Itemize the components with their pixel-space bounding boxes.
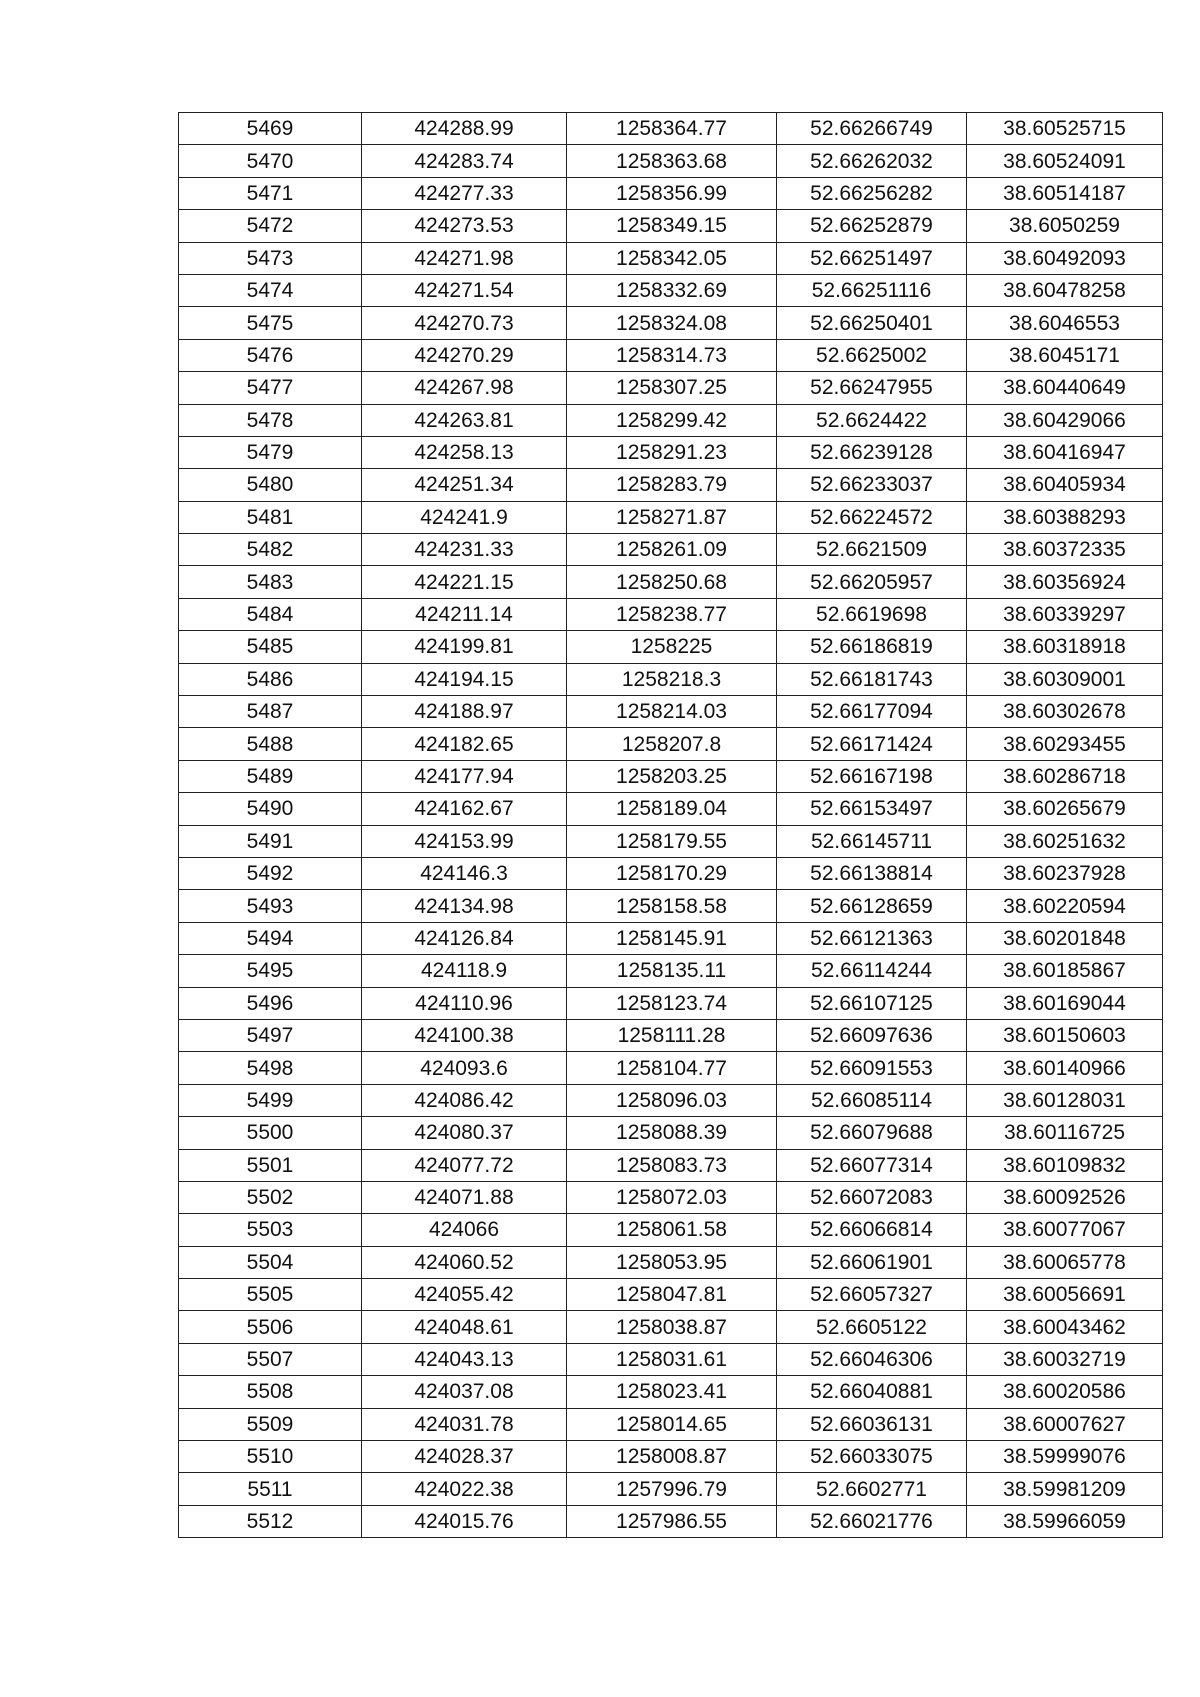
longitude-cell: 38.60318918 (967, 631, 1163, 663)
easting-cell: 424086.42 (362, 1084, 567, 1116)
easting-cell: 424043.13 (362, 1343, 567, 1375)
northing-cell: 1258031.61 (567, 1343, 777, 1375)
northing-cell: 1258299.42 (567, 404, 777, 436)
table-row (179, 501, 1163, 533)
table-row (179, 339, 1163, 371)
northing-cell: 1258072.03 (567, 1181, 777, 1213)
point-number-cell: 5493 (179, 890, 362, 922)
latitude-cell: 52.66121363 (777, 922, 967, 954)
northing-cell: 1258189.04 (567, 793, 777, 825)
coordinates-table-body (179, 113, 1163, 1538)
point-number-cell: 5496 (179, 987, 362, 1019)
point-number-cell: 5503 (179, 1214, 362, 1246)
easting-cell: 424288.99 (362, 113, 567, 145)
table-row (179, 1279, 1163, 1311)
latitude-cell: 52.66057327 (777, 1279, 967, 1311)
point-number-cell: 5508 (179, 1376, 362, 1408)
northing-cell: 1258356.99 (567, 177, 777, 209)
longitude-cell: 38.60388293 (967, 501, 1163, 533)
northing-cell: 1258038.87 (567, 1311, 777, 1343)
northing-cell: 1258088.39 (567, 1117, 777, 1149)
table-row (179, 177, 1163, 209)
longitude-cell: 38.60251632 (967, 825, 1163, 857)
longitude-cell: 38.60524091 (967, 145, 1163, 177)
table-row (179, 534, 1163, 566)
latitude-cell: 52.66046306 (777, 1343, 967, 1375)
point-number-cell: 5476 (179, 339, 362, 371)
longitude-cell: 38.59981209 (967, 1473, 1163, 1505)
table-row (179, 987, 1163, 1019)
point-number-cell: 5509 (179, 1408, 362, 1440)
point-number-cell: 5482 (179, 534, 362, 566)
point-number-cell: 5480 (179, 469, 362, 501)
point-number-cell: 5502 (179, 1181, 362, 1213)
table-row (179, 274, 1163, 306)
point-number-cell: 5488 (179, 728, 362, 760)
point-number-cell: 5486 (179, 663, 362, 695)
easting-cell: 424066 (362, 1214, 567, 1246)
latitude-cell: 52.66171424 (777, 728, 967, 760)
point-number-cell: 5500 (179, 1117, 362, 1149)
point-number-cell: 5487 (179, 696, 362, 728)
easting-cell: 424188.97 (362, 696, 567, 728)
northing-cell: 1258023.41 (567, 1376, 777, 1408)
northing-cell: 1258096.03 (567, 1084, 777, 1116)
latitude-cell: 52.66066814 (777, 1214, 967, 1246)
northing-cell: 1258145.91 (567, 922, 777, 954)
table-row (179, 113, 1163, 145)
latitude-cell: 52.6602771 (777, 1473, 967, 1505)
latitude-cell: 52.66145711 (777, 825, 967, 857)
easting-cell: 424015.76 (362, 1505, 567, 1537)
point-number-cell: 5485 (179, 631, 362, 663)
latitude-cell: 52.66040881 (777, 1376, 967, 1408)
table-row (179, 696, 1163, 728)
point-number-cell: 5491 (179, 825, 362, 857)
latitude-cell: 52.66251116 (777, 274, 967, 306)
easting-cell: 424251.34 (362, 469, 567, 501)
easting-cell: 424162.67 (362, 793, 567, 825)
latitude-cell: 52.66205957 (777, 566, 967, 598)
point-number-cell: 5495 (179, 955, 362, 987)
latitude-cell: 52.66153497 (777, 793, 967, 825)
longitude-cell: 38.60514187 (967, 177, 1163, 209)
northing-cell: 1258363.68 (567, 145, 777, 177)
latitude-cell: 52.6605122 (777, 1311, 967, 1343)
longitude-cell: 38.6050259 (967, 210, 1163, 242)
table-row (179, 1246, 1163, 1278)
northing-cell: 1257986.55 (567, 1505, 777, 1537)
point-number-cell: 5478 (179, 404, 362, 436)
longitude-cell: 38.60116725 (967, 1117, 1163, 1149)
northing-cell: 1257996.79 (567, 1473, 777, 1505)
table-row (179, 307, 1163, 339)
easting-cell: 424037.08 (362, 1376, 567, 1408)
table-row (179, 1117, 1163, 1149)
easting-cell: 424080.37 (362, 1117, 567, 1149)
latitude-cell: 52.66177094 (777, 696, 967, 728)
easting-cell: 424028.37 (362, 1441, 567, 1473)
longitude-cell: 38.60007627 (967, 1408, 1163, 1440)
point-number-cell: 5492 (179, 857, 362, 889)
latitude-cell: 52.66239128 (777, 436, 967, 468)
longitude-cell: 38.60416947 (967, 436, 1163, 468)
easting-cell: 424258.13 (362, 436, 567, 468)
northing-cell: 1258053.95 (567, 1246, 777, 1278)
point-number-cell: 5471 (179, 177, 362, 209)
point-number-cell: 5477 (179, 372, 362, 404)
latitude-cell: 52.66079688 (777, 1117, 967, 1149)
latitude-cell: 52.6624422 (777, 404, 967, 436)
longitude-cell: 38.6046553 (967, 307, 1163, 339)
easting-cell: 424271.98 (362, 242, 567, 274)
latitude-cell: 52.66036131 (777, 1408, 967, 1440)
latitude-cell: 52.66167198 (777, 760, 967, 792)
latitude-cell: 52.66085114 (777, 1084, 967, 1116)
table-row (179, 1214, 1163, 1246)
northing-cell: 1258332.69 (567, 274, 777, 306)
longitude-cell: 38.60077067 (967, 1214, 1163, 1246)
northing-cell: 1258083.73 (567, 1149, 777, 1181)
latitude-cell: 52.66033075 (777, 1441, 967, 1473)
easting-cell: 424110.96 (362, 987, 567, 1019)
northing-cell: 1258061.58 (567, 1214, 777, 1246)
northing-cell: 1258307.25 (567, 372, 777, 404)
table-row (179, 1052, 1163, 1084)
easting-cell: 424134.98 (362, 890, 567, 922)
easting-cell: 424241.9 (362, 501, 567, 533)
longitude-cell: 38.60286718 (967, 760, 1163, 792)
point-number-cell: 5490 (179, 793, 362, 825)
table-row (179, 1473, 1163, 1505)
table-row (179, 760, 1163, 792)
table-row (179, 890, 1163, 922)
latitude-cell: 52.66097636 (777, 1019, 967, 1051)
easting-cell: 424055.42 (362, 1279, 567, 1311)
table-row (179, 793, 1163, 825)
longitude-cell: 38.60065778 (967, 1246, 1163, 1278)
longitude-cell: 38.60429066 (967, 404, 1163, 436)
table-row (179, 1181, 1163, 1213)
easting-cell: 424182.65 (362, 728, 567, 760)
table-row (179, 631, 1163, 663)
longitude-cell: 38.6045171 (967, 339, 1163, 371)
longitude-cell: 38.60128031 (967, 1084, 1163, 1116)
northing-cell: 1258203.25 (567, 760, 777, 792)
easting-cell: 424126.84 (362, 922, 567, 954)
easting-cell: 424031.78 (362, 1408, 567, 1440)
coordinates-table (178, 112, 1163, 1538)
latitude-cell: 52.66250401 (777, 307, 967, 339)
northing-cell: 1258104.77 (567, 1052, 777, 1084)
latitude-cell: 52.66107125 (777, 987, 967, 1019)
point-number-cell: 5505 (179, 1279, 362, 1311)
point-number-cell: 5473 (179, 242, 362, 274)
latitude-cell: 52.66091553 (777, 1052, 967, 1084)
northing-cell: 1258207.8 (567, 728, 777, 760)
latitude-cell: 52.66021776 (777, 1505, 967, 1537)
longitude-cell: 38.60372335 (967, 534, 1163, 566)
easting-cell: 424270.29 (362, 339, 567, 371)
longitude-cell: 38.60032719 (967, 1343, 1163, 1375)
latitude-cell: 52.66077314 (777, 1149, 967, 1181)
easting-cell: 424211.14 (362, 598, 567, 630)
latitude-cell: 52.66256282 (777, 177, 967, 209)
easting-cell: 424048.61 (362, 1311, 567, 1343)
table-row (179, 372, 1163, 404)
easting-cell: 424153.99 (362, 825, 567, 857)
easting-cell: 424263.81 (362, 404, 567, 436)
table-row (179, 242, 1163, 274)
table-row (179, 1505, 1163, 1537)
latitude-cell: 52.6619698 (777, 598, 967, 630)
latitude-cell: 52.66233037 (777, 469, 967, 501)
easting-cell: 424199.81 (362, 631, 567, 663)
northing-cell: 1258324.08 (567, 307, 777, 339)
point-number-cell: 5469 (179, 113, 362, 145)
latitude-cell: 52.66247955 (777, 372, 967, 404)
latitude-cell: 52.6621509 (777, 534, 967, 566)
point-number-cell: 5470 (179, 145, 362, 177)
longitude-cell: 38.60092526 (967, 1181, 1163, 1213)
latitude-cell: 52.66224572 (777, 501, 967, 533)
point-number-cell: 5499 (179, 1084, 362, 1116)
longitude-cell: 38.60185867 (967, 955, 1163, 987)
table-row (179, 145, 1163, 177)
latitude-cell: 52.66114244 (777, 955, 967, 987)
table-row (179, 825, 1163, 857)
point-number-cell: 5512 (179, 1505, 362, 1537)
northing-cell: 1258214.03 (567, 696, 777, 728)
point-number-cell: 5497 (179, 1019, 362, 1051)
longitude-cell: 38.60525715 (967, 113, 1163, 145)
easting-cell: 424270.73 (362, 307, 567, 339)
longitude-cell: 38.60043462 (967, 1311, 1163, 1343)
easting-cell: 424283.74 (362, 145, 567, 177)
longitude-cell: 38.60405934 (967, 469, 1163, 501)
easting-cell: 424022.38 (362, 1473, 567, 1505)
longitude-cell: 38.59999076 (967, 1441, 1163, 1473)
longitude-cell: 38.60169044 (967, 987, 1163, 1019)
point-number-cell: 5498 (179, 1052, 362, 1084)
table-row (179, 955, 1163, 987)
longitude-cell: 38.60056691 (967, 1279, 1163, 1311)
point-number-cell: 5506 (179, 1311, 362, 1343)
table-row (179, 1408, 1163, 1440)
northing-cell: 1258170.29 (567, 857, 777, 889)
northing-cell: 1258291.23 (567, 436, 777, 468)
latitude-cell: 52.66266749 (777, 113, 967, 145)
northing-cell: 1258238.77 (567, 598, 777, 630)
northing-cell: 1258250.68 (567, 566, 777, 598)
longitude-cell: 38.60440649 (967, 372, 1163, 404)
table-row (179, 1441, 1163, 1473)
easting-cell: 424194.15 (362, 663, 567, 695)
table-row (179, 1376, 1163, 1408)
longitude-cell: 38.60478258 (967, 274, 1163, 306)
point-number-cell: 5484 (179, 598, 362, 630)
point-number-cell: 5481 (179, 501, 362, 533)
point-number-cell: 5511 (179, 1473, 362, 1505)
longitude-cell: 38.60309001 (967, 663, 1163, 695)
northing-cell: 1258111.28 (567, 1019, 777, 1051)
northing-cell: 1258225 (567, 631, 777, 663)
longitude-cell: 38.60356924 (967, 566, 1163, 598)
table-row (179, 728, 1163, 760)
longitude-cell: 38.60302678 (967, 696, 1163, 728)
longitude-cell: 38.60265679 (967, 793, 1163, 825)
longitude-cell: 38.60220594 (967, 890, 1163, 922)
longitude-cell: 38.60020586 (967, 1376, 1163, 1408)
longitude-cell: 38.60140966 (967, 1052, 1163, 1084)
latitude-cell: 52.66138814 (777, 857, 967, 889)
longitude-cell: 38.60109832 (967, 1149, 1163, 1181)
point-number-cell: 5475 (179, 307, 362, 339)
latitude-cell: 52.66181743 (777, 663, 967, 695)
table-row (179, 857, 1163, 889)
longitude-cell: 38.60201848 (967, 922, 1163, 954)
latitude-cell: 52.66252879 (777, 210, 967, 242)
longitude-cell: 38.60492093 (967, 242, 1163, 274)
table-row (179, 598, 1163, 630)
easting-cell: 424221.15 (362, 566, 567, 598)
northing-cell: 1258014.65 (567, 1408, 777, 1440)
easting-cell: 424231.33 (362, 534, 567, 566)
northing-cell: 1258342.05 (567, 242, 777, 274)
latitude-cell: 52.66061901 (777, 1246, 967, 1278)
point-number-cell: 5507 (179, 1343, 362, 1375)
point-number-cell: 5494 (179, 922, 362, 954)
easting-cell: 424146.3 (362, 857, 567, 889)
easting-cell: 424118.9 (362, 955, 567, 987)
point-number-cell: 5510 (179, 1441, 362, 1473)
latitude-cell: 52.66251497 (777, 242, 967, 274)
longitude-cell: 38.60150603 (967, 1019, 1163, 1051)
table-row (179, 1084, 1163, 1116)
point-number-cell: 5472 (179, 210, 362, 242)
easting-cell: 424093.6 (362, 1052, 567, 1084)
easting-cell: 424273.53 (362, 210, 567, 242)
northing-cell: 1258261.09 (567, 534, 777, 566)
northing-cell: 1258283.79 (567, 469, 777, 501)
table-row (179, 404, 1163, 436)
latitude-cell: 52.66128659 (777, 890, 967, 922)
longitude-cell: 38.60339297 (967, 598, 1163, 630)
northing-cell: 1258218.3 (567, 663, 777, 695)
table-row (179, 566, 1163, 598)
point-number-cell: 5474 (179, 274, 362, 306)
easting-cell: 424077.72 (362, 1149, 567, 1181)
northing-cell: 1258179.55 (567, 825, 777, 857)
table-row (179, 663, 1163, 695)
easting-cell: 424277.33 (362, 177, 567, 209)
easting-cell: 424060.52 (362, 1246, 567, 1278)
northing-cell: 1258123.74 (567, 987, 777, 1019)
table-row (179, 1343, 1163, 1375)
point-number-cell: 5483 (179, 566, 362, 598)
longitude-cell: 38.59966059 (967, 1505, 1163, 1537)
table-row (179, 1311, 1163, 1343)
northing-cell: 1258271.87 (567, 501, 777, 533)
easting-cell: 424267.98 (362, 372, 567, 404)
table-row (179, 1149, 1163, 1181)
latitude-cell: 52.66072083 (777, 1181, 967, 1213)
northing-cell: 1258135.11 (567, 955, 777, 987)
longitude-cell: 38.60237928 (967, 857, 1163, 889)
table-row (179, 436, 1163, 468)
table-row (179, 922, 1163, 954)
northing-cell: 1258158.58 (567, 890, 777, 922)
point-number-cell: 5504 (179, 1246, 362, 1278)
easting-cell: 424177.94 (362, 760, 567, 792)
table-row (179, 210, 1163, 242)
easting-cell: 424071.88 (362, 1181, 567, 1213)
northing-cell: 1258314.73 (567, 339, 777, 371)
northing-cell: 1258364.77 (567, 113, 777, 145)
northing-cell: 1258349.15 (567, 210, 777, 242)
easting-cell: 424100.38 (362, 1019, 567, 1051)
point-number-cell: 5479 (179, 436, 362, 468)
table-row (179, 1019, 1163, 1051)
longitude-cell: 38.60293455 (967, 728, 1163, 760)
northing-cell: 1258008.87 (567, 1441, 777, 1473)
northing-cell: 1258047.81 (567, 1279, 777, 1311)
point-number-cell: 5501 (179, 1149, 362, 1181)
table-row (179, 469, 1163, 501)
latitude-cell: 52.66186819 (777, 631, 967, 663)
point-number-cell: 5489 (179, 760, 362, 792)
latitude-cell: 52.6625002 (777, 339, 967, 371)
easting-cell: 424271.54 (362, 274, 567, 306)
latitude-cell: 52.66262032 (777, 145, 967, 177)
